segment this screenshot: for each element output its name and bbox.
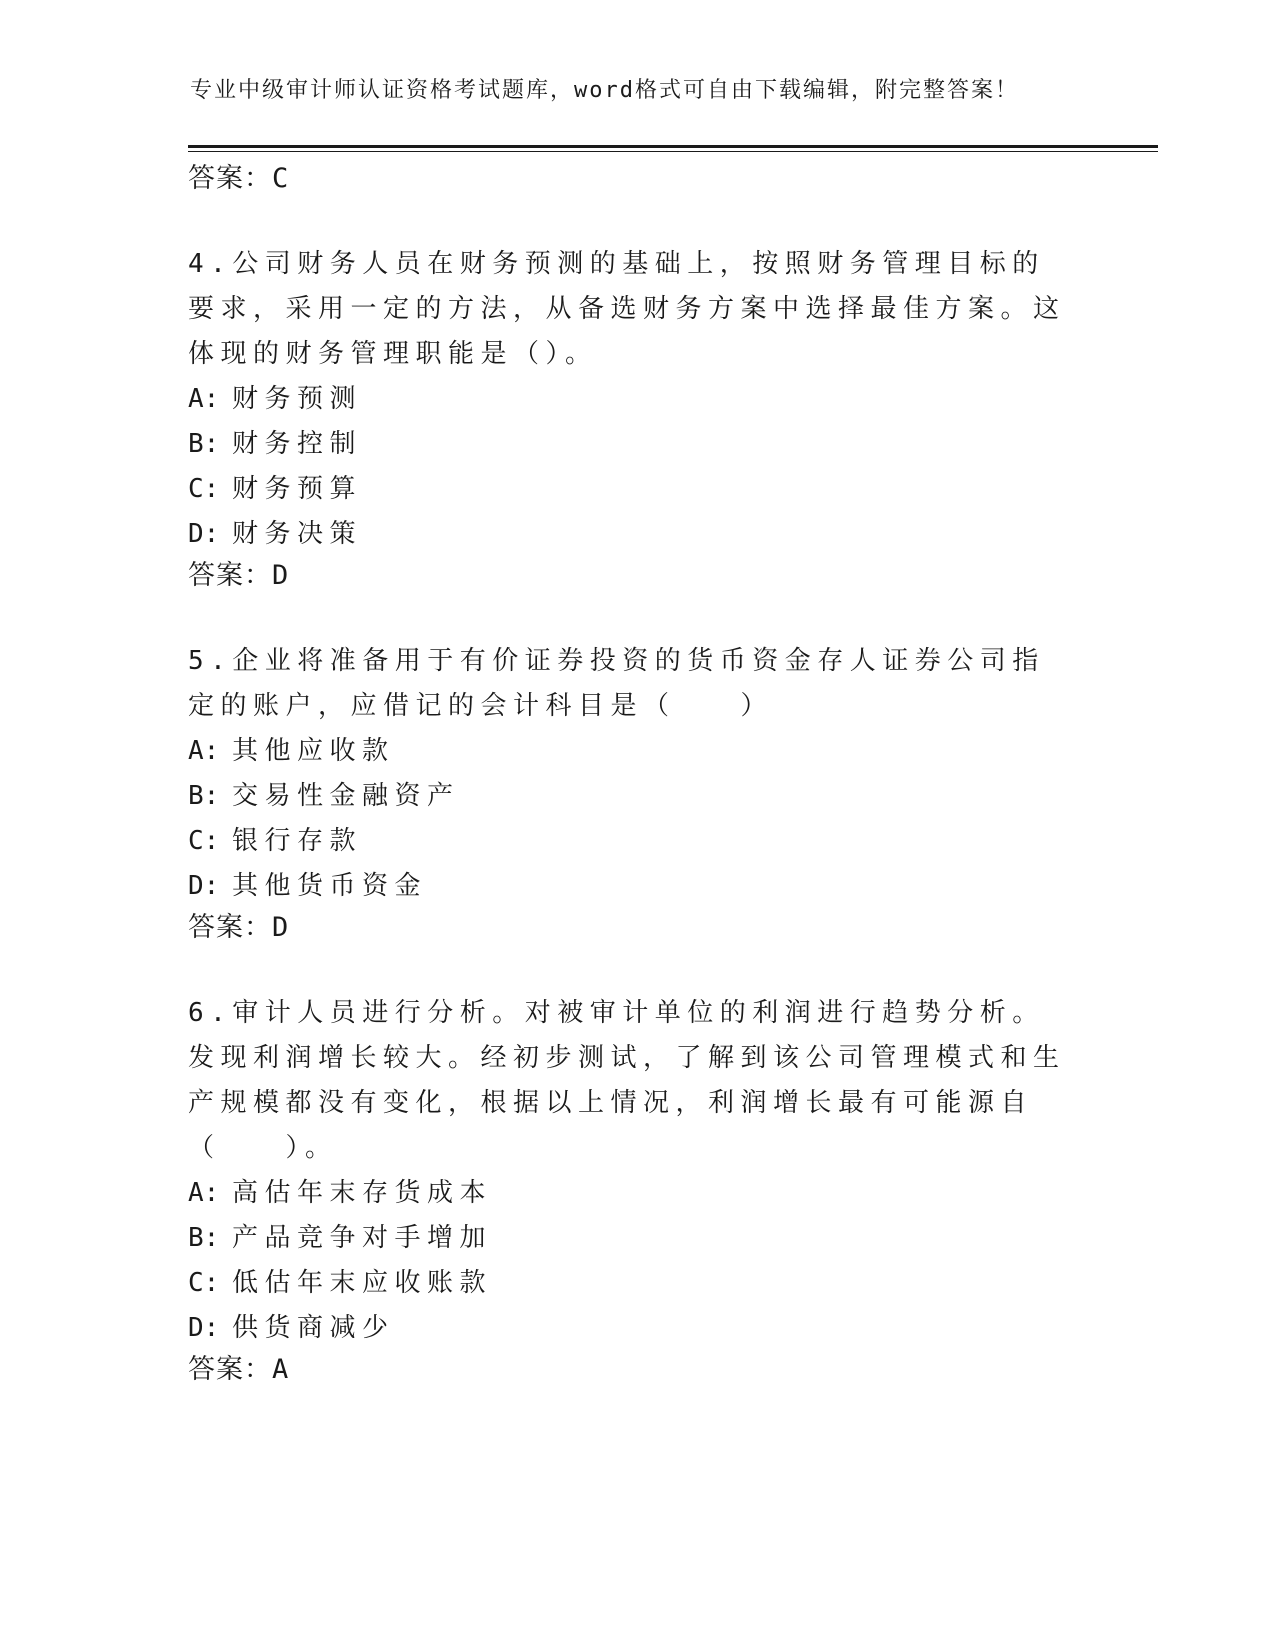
option-text: 交易性金融资产	[232, 781, 460, 811]
question-item	[188, 242, 1068, 595]
option-c	[188, 467, 1068, 512]
question-text: 5.企业将准备用于有价证券投资的货币资金存人证券公司指定的账户，应借记的会计科目是（ ）	[188, 646, 1045, 721]
option-text: 其他货币资金	[232, 871, 428, 901]
option-key: C:	[188, 474, 220, 504]
option-d	[188, 1306, 1068, 1351]
answer-value: D	[272, 560, 290, 591]
option-key: D:	[188, 519, 220, 549]
option-text: 财务决策	[232, 519, 363, 549]
answer-label: 答案：	[188, 163, 272, 194]
option-text: 高估年末存货成本	[232, 1178, 493, 1208]
option-a	[188, 729, 1068, 774]
option-key: A:	[188, 384, 220, 414]
answer-line	[188, 1351, 1068, 1389]
option-key: B:	[188, 429, 220, 459]
header-divider-thin	[188, 151, 1158, 152]
option-key: C:	[188, 826, 220, 856]
question-text: 6.审计人员进行分析。对被审计单位的利润进行趋势分析。发现利润增长较大。经初步测试，了解到该公司管理模式和生产规模都没有变化，根据以上情况，利润增长最有可能源自（ ）。	[188, 998, 1066, 1163]
answer-line	[188, 160, 1068, 198]
answer-line	[188, 557, 1068, 595]
option-key: A:	[188, 1178, 220, 1208]
question-text: 4.公司财务人员在财务预测的基础上，按照财务管理目标的要求，采用一定的方法，从备选财务方案中选择最佳方案。这体现的财务管理职能是（）。	[188, 249, 1066, 369]
option-key: C:	[188, 1268, 220, 1298]
option-key: B:	[188, 781, 220, 811]
option-text: 财务预算	[232, 474, 363, 504]
answer-value: A	[272, 1354, 290, 1385]
option-text: 其他应收款	[232, 736, 395, 766]
answer-label: 答案：	[188, 912, 272, 943]
answer-line	[188, 909, 1068, 947]
option-c	[188, 1261, 1068, 1306]
option-d	[188, 864, 1068, 909]
question-list	[188, 160, 1068, 1389]
option-text: 低估年末应收账款	[232, 1268, 493, 1298]
answer-label: 答案：	[188, 560, 272, 591]
option-text: 财务预测	[232, 384, 363, 414]
option-b	[188, 422, 1068, 467]
header-divider	[188, 145, 1158, 148]
question-item	[188, 639, 1068, 947]
answer-label: 答案：	[188, 1354, 272, 1385]
answer-value: D	[272, 912, 290, 943]
option-text: 供货商减少	[232, 1313, 395, 1343]
option-key: B:	[188, 1223, 220, 1253]
option-key: A:	[188, 736, 220, 766]
option-b	[188, 1216, 1068, 1261]
option-text: 银行存款	[232, 826, 363, 856]
option-text: 财务控制	[232, 429, 363, 459]
option-d	[188, 512, 1068, 557]
option-key: D:	[188, 1313, 220, 1343]
option-b	[188, 774, 1068, 819]
option-text: 产品竞争对手增加	[232, 1223, 493, 1253]
question-item	[188, 991, 1068, 1389]
answer-value: C	[272, 163, 290, 194]
page-header: 专业中级审计师认证资格考试题库，word格式可自由下载编辑，附完整答案！	[190, 78, 1019, 103]
option-key: D:	[188, 871, 220, 901]
option-a	[188, 1171, 1068, 1216]
option-c	[188, 819, 1068, 864]
option-a	[188, 377, 1068, 422]
